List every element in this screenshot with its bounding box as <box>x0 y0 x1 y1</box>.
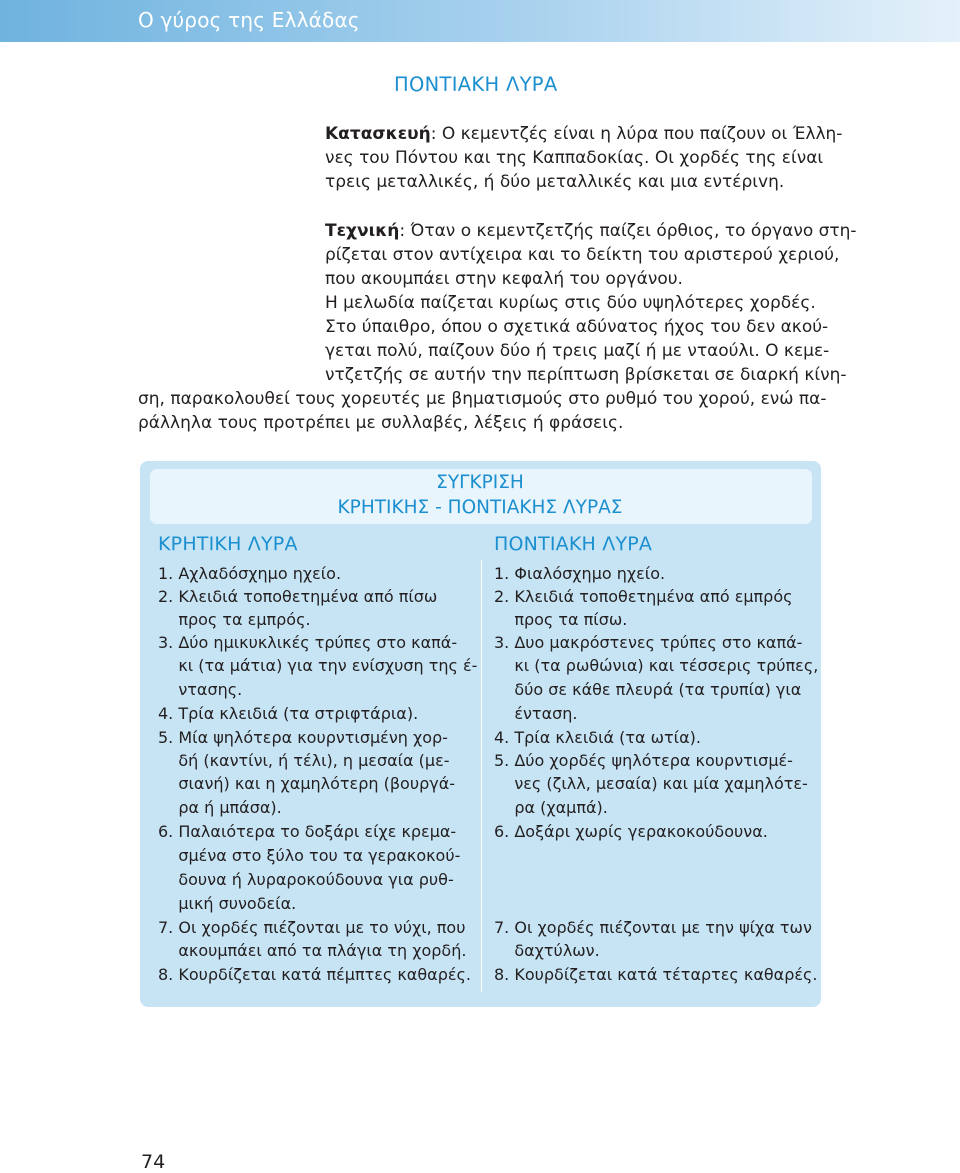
comparison-item-line: 1. Φιαλόσχημο ηχείο. <box>494 564 666 583</box>
comparison-item-line: 6. Παλαιότερα το δοξάρι είχε κρεμα- <box>158 822 457 841</box>
comparison-item-line: νες (ζιλλ, μεσαία) και μία χαμηλότε- <box>494 774 808 793</box>
construction-line: νες του Πόντου και της Καππαδοκίας. Οι χορδές της είναι <box>325 148 824 168</box>
comparison-item-line: 3. Δυο μακρόστενες τρύπες στο καπά- <box>494 633 803 652</box>
comparison-item-line: 3. Δύο ημικυκλικές τρύπες στο καπά- <box>158 633 458 652</box>
comparison-item-line: 4. Τρία κλειδιά (τα στριφτάρια). <box>158 704 419 723</box>
comparison-item-line: 7. Οι χορδές πιέζονται με την ψίχα των <box>494 918 812 937</box>
page-number: 74 <box>141 1151 166 1173</box>
construction-line: τρεις μεταλλικές, ή δύο μεταλλικές και μια εντέριvη. <box>325 172 785 192</box>
comparison-item-line: 8. Κουρδίζεται κατά πέμπτες καθαρές. <box>158 965 471 984</box>
comparison-item-line: δή (καντίνι, ή τέλι), η μεσαία (με- <box>158 751 450 770</box>
section-title: ΠΟΝΤΙΑΚΗ ΛΥΡΑ <box>394 73 558 96</box>
comparison-item-line: προς τα πίσω. <box>494 610 628 629</box>
comparison-item-line: ρα (χαμπά). <box>494 798 608 817</box>
technique-line: Τεχνική: Όταν ο κεμεντζετζής παίζει όρθιος, το όργανο στη- <box>325 221 857 241</box>
comparison-item-line: σμένα στο ξύλο του τα γερακοκού- <box>158 846 461 865</box>
comparison-item-line: 4. Τρία κλειδιά (τα ωτία). <box>494 728 701 747</box>
technique-line: ρίζεται στον αντίχειρα και το δείκτη του αριστερού χεριού, <box>325 245 840 265</box>
column-divider <box>481 560 482 992</box>
chapter-title: Ο γύρος της Ελλάδας <box>138 8 360 32</box>
construction-line: Κατασκευή: Ο κεμεντζές είναι η λύρα που παίζουν οι Έλλη- <box>325 124 843 144</box>
right-column-heading: ΠΟΝΤΙΑΚΗ ΛΥΡΑ <box>494 533 653 555</box>
technique-line: Στο ύπαιθρο, όπου ο σχετικά αδύνατος ήχος του δεν ακού- <box>325 317 829 337</box>
comparison-item-line: 1. Αχλαδόσχημο ηχείο. <box>158 564 342 583</box>
technique-line: ράλληλα τους προτρέπει με συλλαβές, λέξεις ή φράσεις. <box>138 413 624 433</box>
technique-line: που ακουμπάει στην κεφαλή του οργάνου. <box>325 269 683 289</box>
comparison-item-line: 5. Μία ψηλότερα κουρντισμένη χορ- <box>158 728 448 747</box>
technique-line: ντζετζής σε αυτήν την περίπτωση βρίσκεται σε διαρκή κίνη- <box>325 365 847 385</box>
comparison-item-line: δύο σε κάθε πλευρά (τα τρυπία) για <box>494 680 802 699</box>
comparison-item-line: 2. Κλειδιά τοποθετημένα από εμπρός <box>494 587 793 606</box>
comparison-item-line: σιανή) και η χαμηλότερη (βουργά- <box>158 774 456 793</box>
comparison-item-line: 7. Οι χορδές πιέζονται με το νύχι, που <box>158 918 466 937</box>
comparison-item-line: ακουμπάει από τα πλάγια τη χορδή. <box>158 941 467 960</box>
technique-line: γεται πολύ, παίζουν δύο ή τρεις μαζί ή με νταούλι. Ο κεμε- <box>325 341 830 361</box>
comparison-item-line: κι (τα μάτια) για την ενίσχυση της έ- <box>158 656 478 675</box>
comparison-item-line: μική συνοδεία. <box>158 894 297 913</box>
header-band <box>0 0 960 42</box>
construction-label: Κατασκευή <box>325 124 431 144</box>
comparison-subtitle: ΚΡΗΤΙΚΗΣ - ΠΟΝΤΙΑΚΗΣ ΛΥΡΑΣ <box>337 497 623 518</box>
comparison-item-line: 8. Κουρδίζεται κατά τέταρτες καθαρές. <box>494 965 818 984</box>
comparison-item-line: δουνα ή λυραροκούδουνα για ρυθ- <box>158 870 454 889</box>
comparison-item-line: 5. Δύο χορδές ψηλότερα κουρντισμέ- <box>494 751 793 770</box>
comparison-item-line: προς τα εμπρός. <box>158 610 311 629</box>
technique-line: Η μελωδία παίζεται κυρίως στις δύο υψηλότερες χορδές. <box>325 293 816 313</box>
left-column-heading: ΚΡΗΤΙΚΗ ΛΥΡΑ <box>158 533 298 555</box>
comparison-item-line: 6. Δοξάρι χωρίς γερακοκούδουνα. <box>494 822 768 841</box>
technique-line: ση, παρακολουθεί τους χορευτές με βηματισμούς στο ρυθμό του χορού, ενώ πα- <box>138 389 827 409</box>
comparison-item-line: 2. Κλειδιά τοποθετημένα από πίσω <box>158 587 438 606</box>
comparison-item-line: ρα ή μπάσα). <box>158 798 282 817</box>
comparison-title: ΣΥΓΚΡΙΣΗ <box>436 472 524 493</box>
comparison-item-line: ντασης. <box>158 680 243 699</box>
comparison-item-line: κι (τα ρωθώνια) και τέσσερις τρύπες, <box>494 656 819 675</box>
comparison-item-line: δαχτύλων. <box>494 941 600 960</box>
comparison-item-line: ένταση. <box>494 704 578 723</box>
technique-label: Τεχνική <box>325 221 400 241</box>
